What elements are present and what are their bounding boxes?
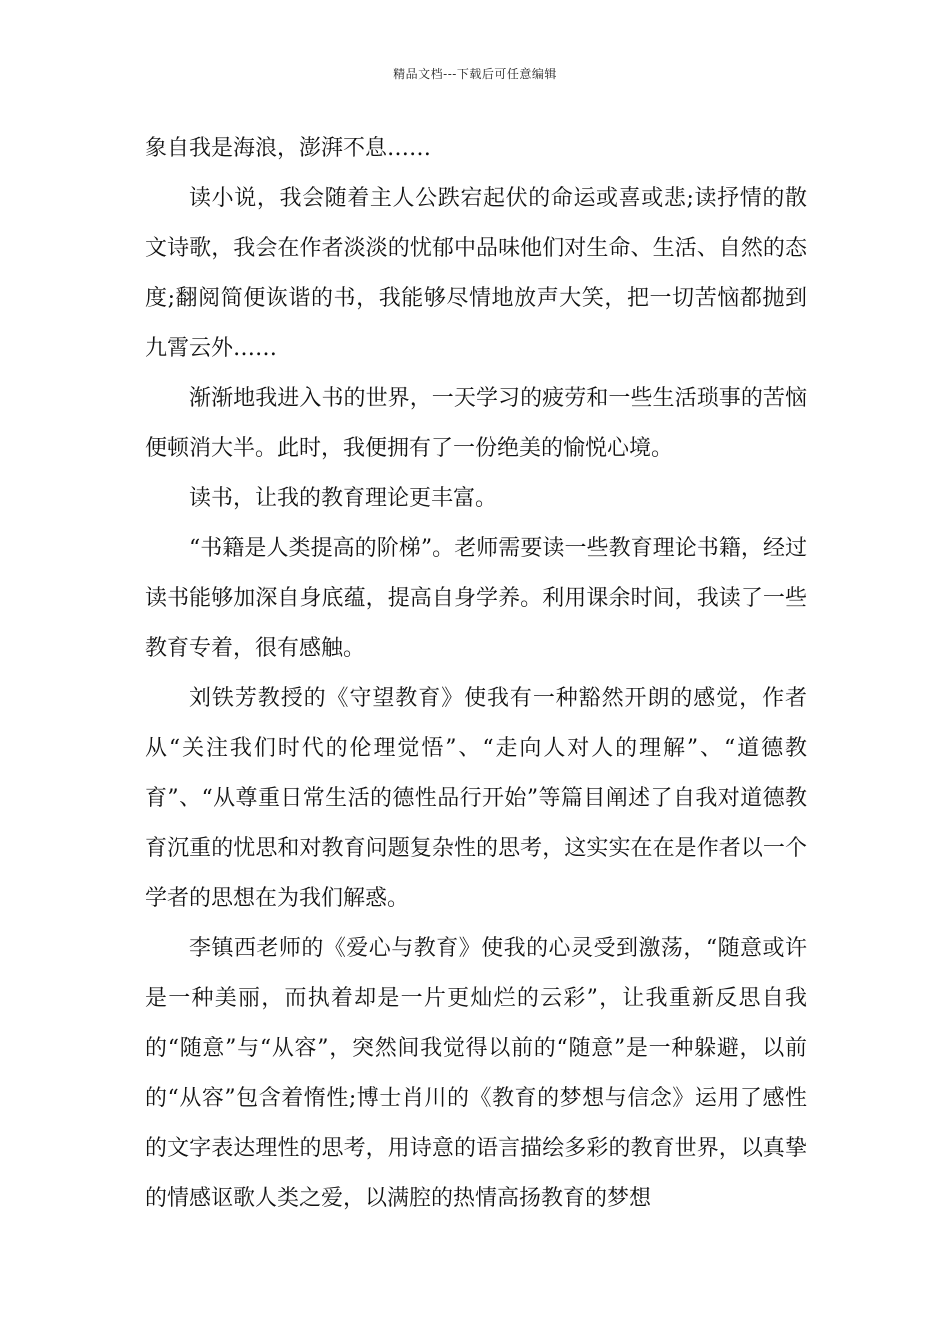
page-header: 精品文档---下载后可任意编辑	[393, 67, 557, 81]
paragraph-liu-tiefang: 刘铁芳教授的《守望教育》使我有一种豁然开朗的感觉，作者从“关注我们时代的伦理觉悟”、“走向人对人的理解”、“道德教育”、“从尊重日常生活的德性品行开始”等篇目阐述了自我对道德教育沉重的忧思和对教育问题复杂性的思考，这实实在在是作者以一个学者的思想在为我们解惑。	[145, 686, 807, 911]
paragraph-world-of-books: 渐渐地我进入书的世界，一天学习的疲劳和一些生活琐事的苦恼便顿消大半。此时，我便拥有了一份绝美的愉悦心境。	[145, 386, 807, 461]
paragraph-theory-heading: 读书，让我的教育理论更丰富。	[189, 486, 498, 511]
paragraph-books-ladder: “书籍是人类提高的阶梯”。老师需要读一些教育理论书籍，经过读书能够加深自身底蕴，提高自身学养。利用课余时间，我读了一些教育专着，很有感触。	[145, 536, 807, 661]
paragraph-reading-novels: 读小说，我会随着主人公跌宕起伏的命运或喜或悲;读抒情的散文诗歌，我会在作者淡淡的忧郁中品味他们对生命、生活、自然的态度;翻阅简便诙谐的书，我能够尽情地放声大笑，把一切苦恼都抛到九霄云外……	[145, 186, 807, 361]
document-body	[145, 124, 807, 1224]
paragraph-li-zhenxi: 李镇西老师的《爱心与教育》使我的心灵受到激荡，“随意或许是一种美丽，而执着却是一片更灿烂的云彩”，让我重新反思自我的“随意”与“从容”，突然间我觉得以前的“随意”是一种躲避，以前的“从容”包含着惰性;博士肖川的《教育的梦想与信念》运用了感性的文字表达理性的思考，用诗意的语言描绘多彩的教育世界，以真挚的情感讴歌人类之爱，以满腔的热情高扬教育的梦想	[145, 936, 808, 1211]
paragraph-continuation: 象自我是海浪，澎湃不息……	[145, 136, 432, 161]
